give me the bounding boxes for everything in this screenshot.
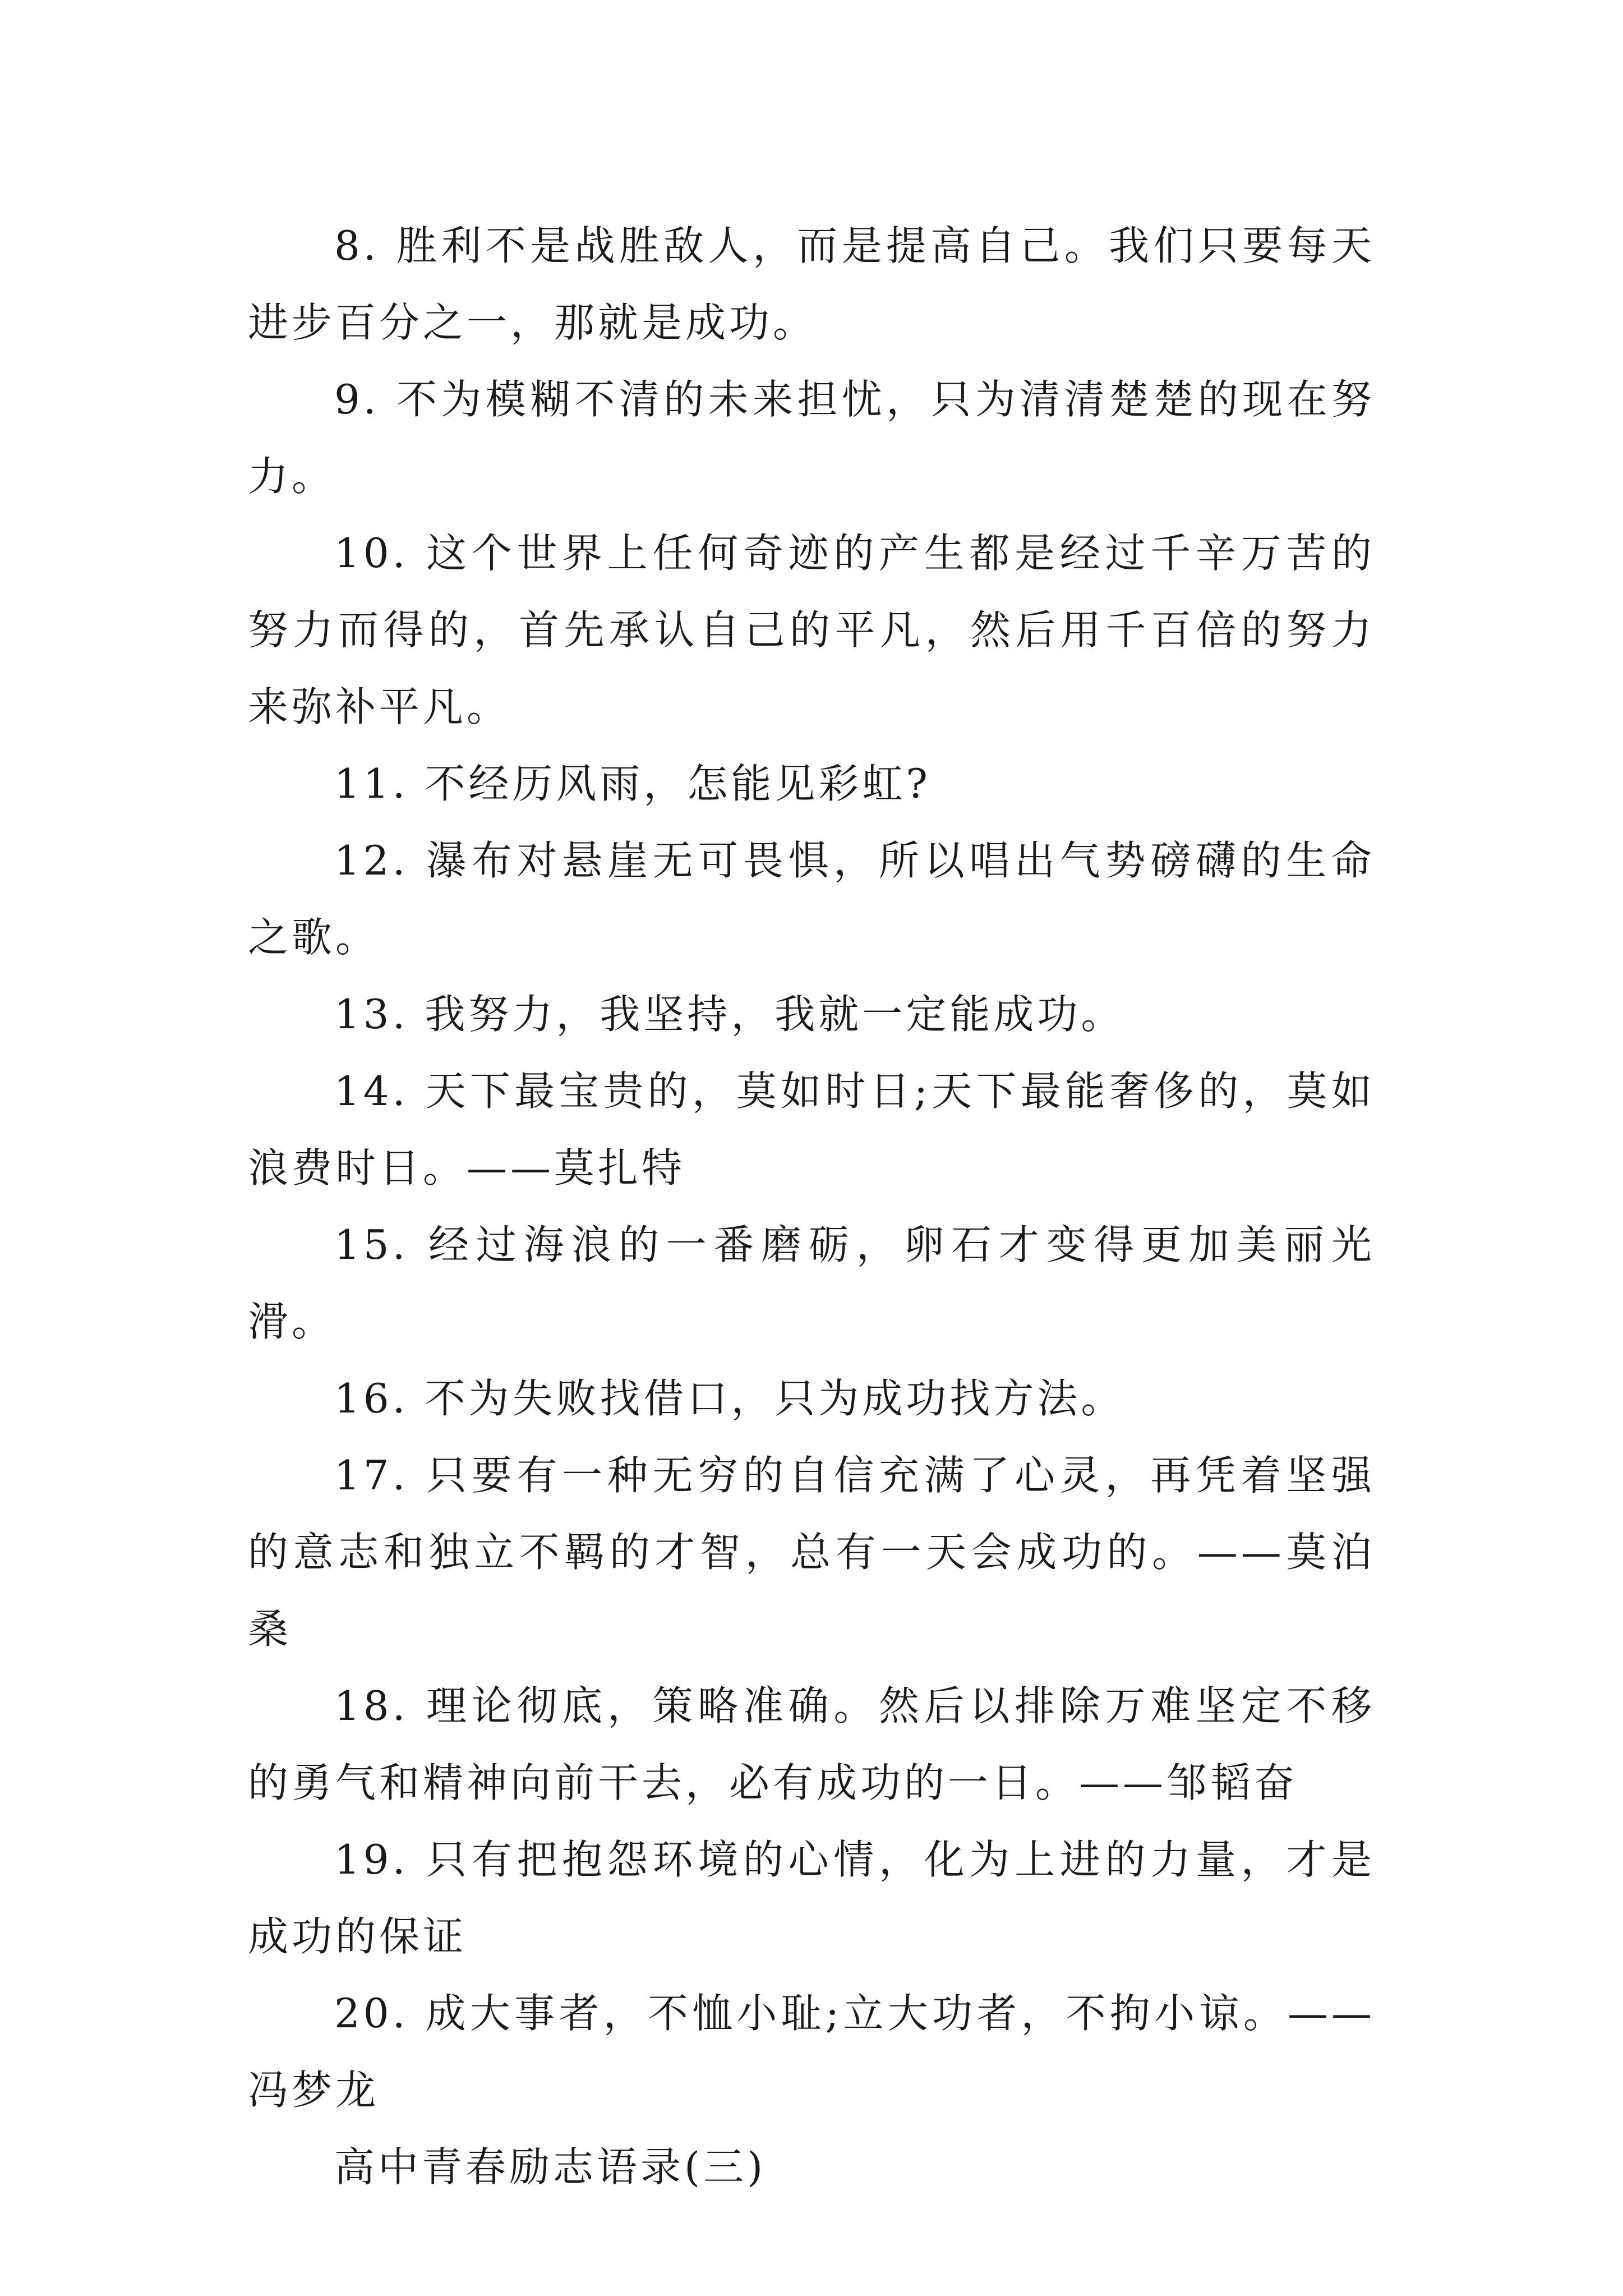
quote-item-10: 10. 这个世界上任何奇迹的产生都是经过千辛万苦的努力而得的，首先承认自己的平凡，然后用千百倍的努力来弥补平凡。	[248, 530, 1375, 730]
quote-item-12: 12. 瀑布对悬崖无可畏惧，所以唱出气势磅礴的生命之歌。	[248, 837, 1375, 961]
quote-item-15: 15. 经过海浪的一番磨砺，卵石才变得更加美丽光滑。	[248, 1221, 1375, 1345]
quote-item-8: 8. 胜利不是战胜敌人，而是提高自己。我们只要每天进步百分之一，那就是成功。	[248, 222, 1375, 346]
quote-item-20: 20. 成大事者，不恤小耻;立大功者，不拘小谅。——冯梦龙	[248, 1990, 1375, 2114]
quote-item-13: 13. 我努力，我坚持，我就一定能成功。	[334, 991, 1125, 1038]
quote-item-17: 17. 只要有一种无穷的自信充满了心灵，再凭着坚强的意志和独立不羁的才智，总有一天会成功的。——莫泊桑	[248, 1452, 1375, 1653]
quote-item-9: 9. 不为模糊不清的未来担忧，只为清清楚楚的现在努力。	[248, 376, 1375, 500]
quote-item-14: 14. 天下最宝贵的，莫如时日;天下最能奢侈的，莫如浪费时日。——莫扎特	[248, 1068, 1375, 1191]
section-heading: 高中青春励志语录(三)	[334, 2143, 767, 2191]
quote-item-11: 11. 不经历风雨，怎能见彩虹?	[334, 760, 931, 807]
document-body	[248, 208, 1375, 2206]
quote-item-19: 19. 只有把抱怨环境的心情，化为上进的力量，才是成功的保证	[248, 1836, 1375, 1960]
quote-item-18: 18. 理论彻底，策略准确。然后以排除万难坚定不移的勇气和精神向前干去，必有成功的一日。——邹韬奋	[248, 1682, 1375, 1806]
quote-item-16: 16. 不为失败找借口，只为成功找方法。	[334, 1375, 1125, 1422]
